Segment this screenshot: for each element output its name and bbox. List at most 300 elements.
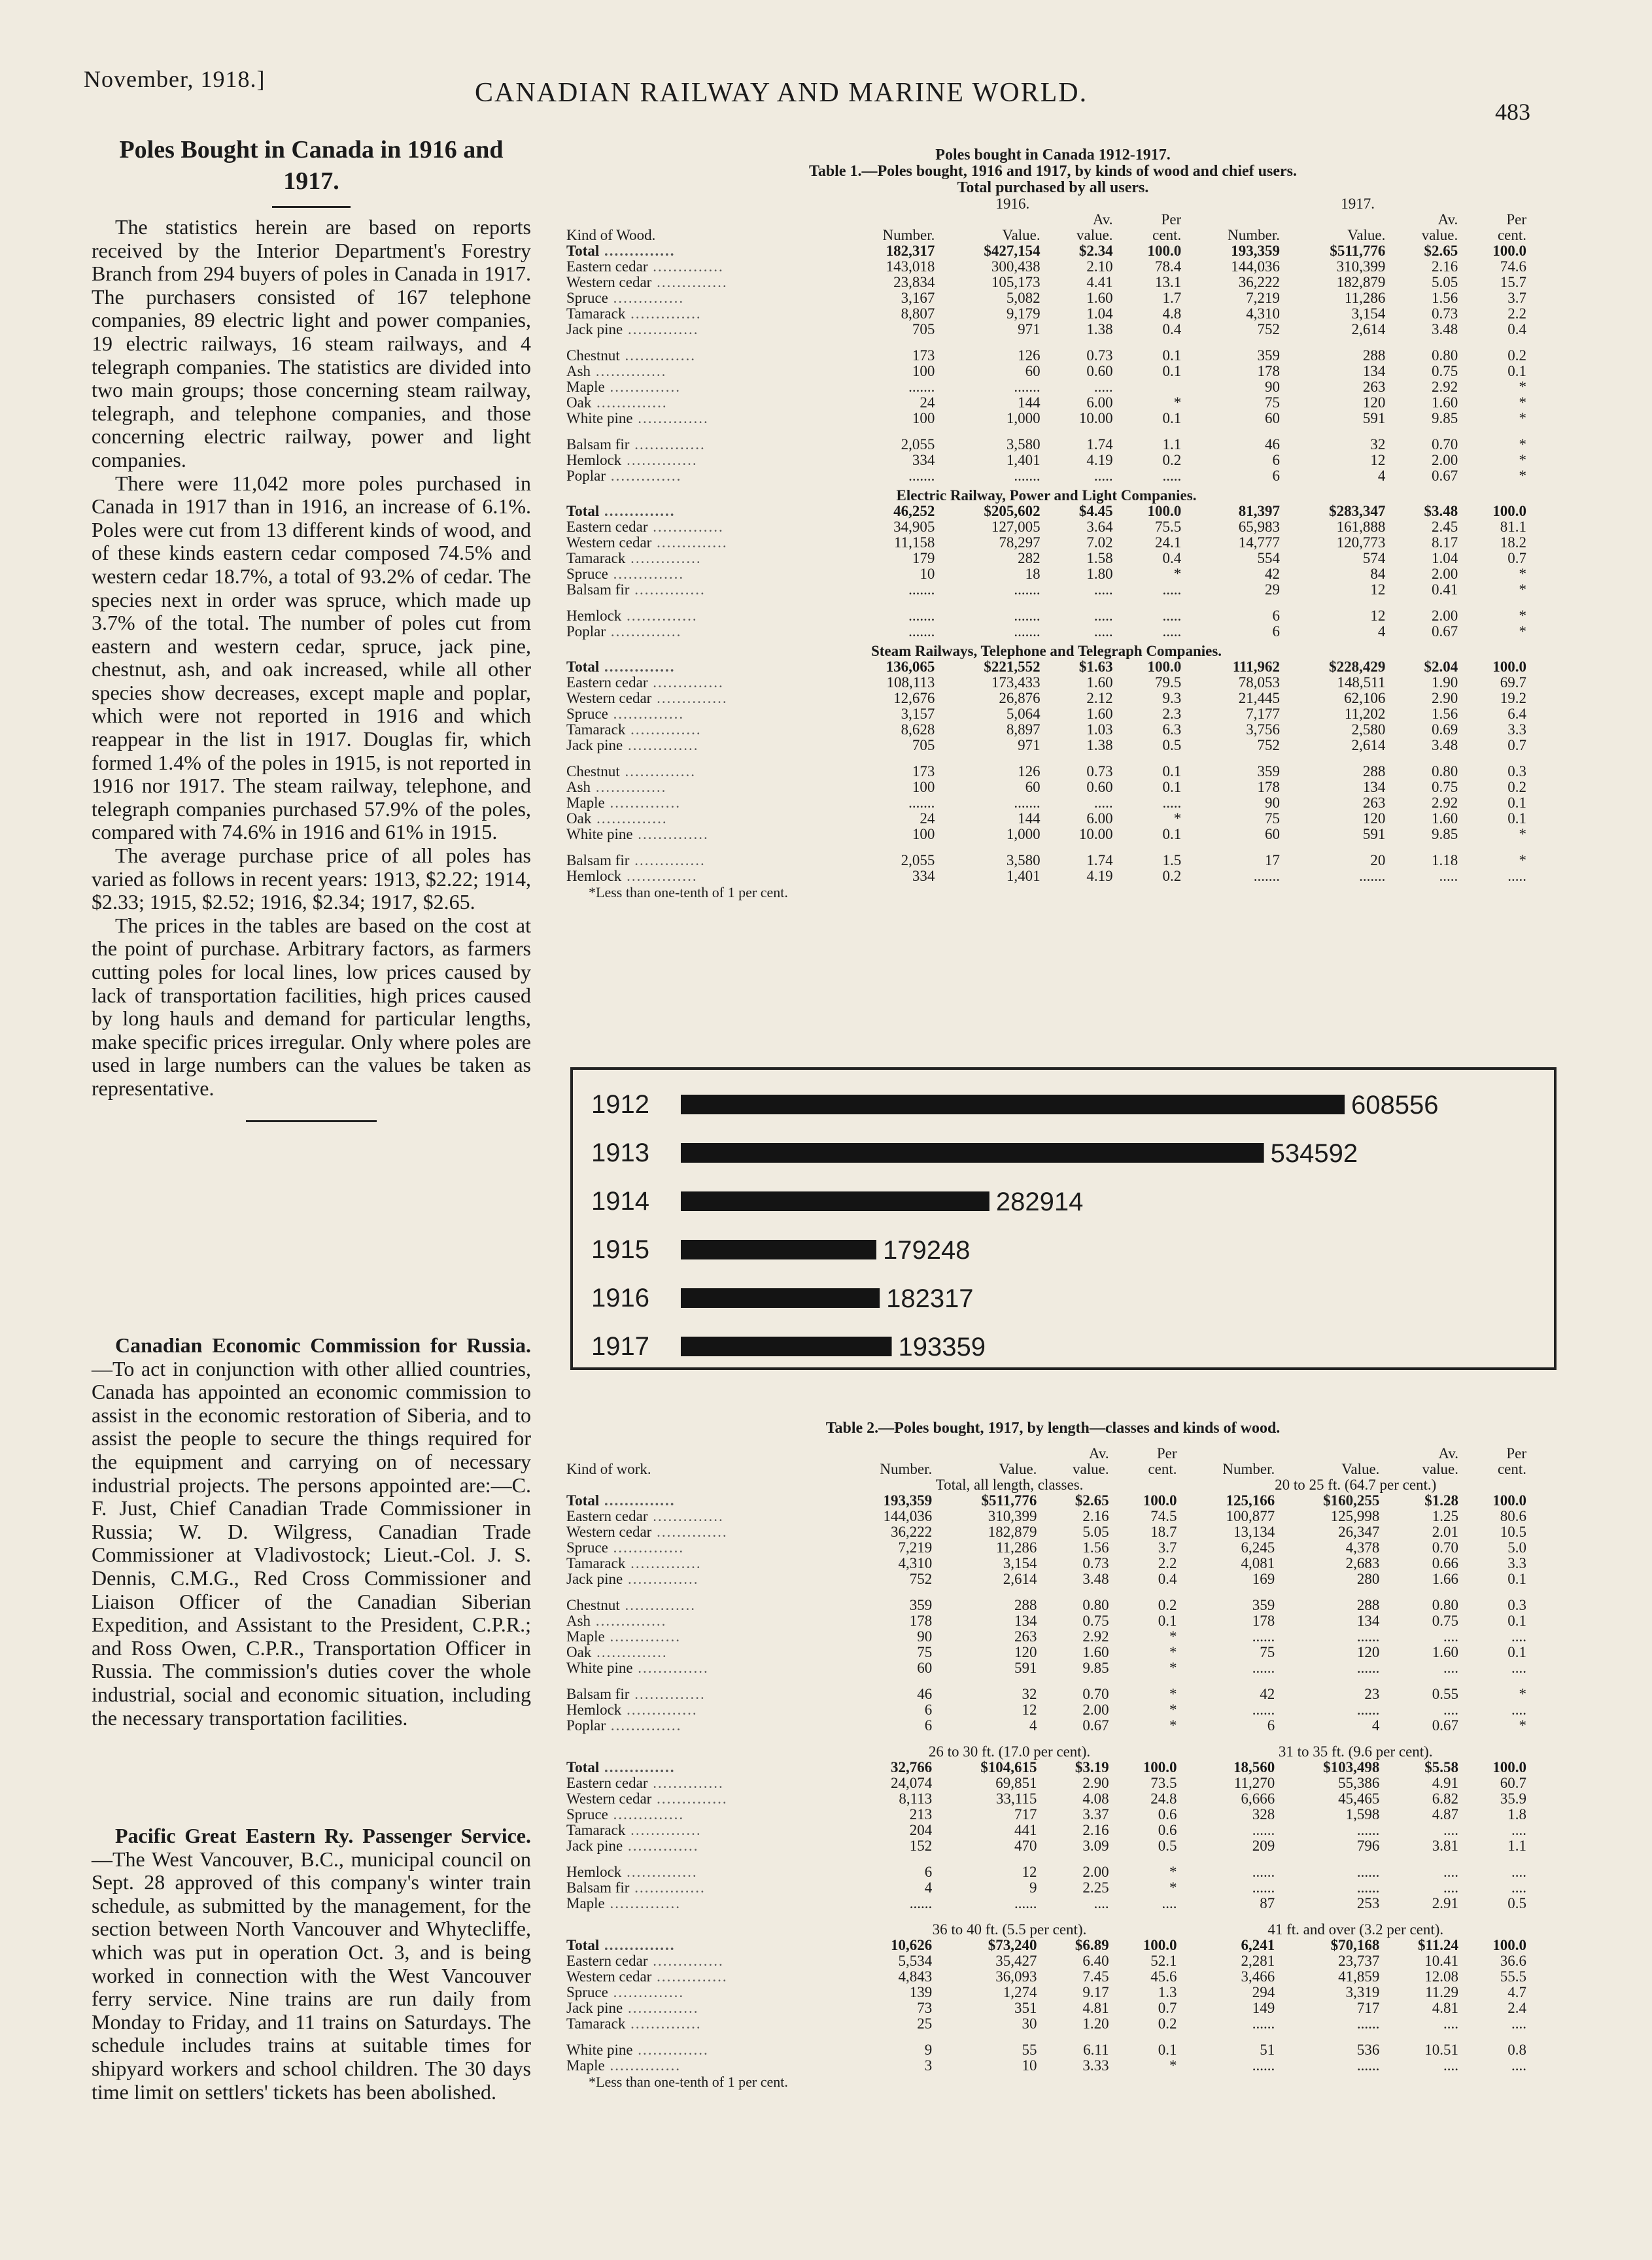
table-cell: 0.3 [1507, 763, 1526, 779]
table-cell: 2,614 [1351, 737, 1386, 753]
table-cell: 134 [1362, 363, 1386, 379]
table-cell: $70,168 [1330, 1937, 1380, 1953]
page-number: 483 [1495, 99, 1530, 125]
col-number: Number. [1222, 1461, 1275, 1477]
table-cell: 1.60 [1086, 290, 1113, 306]
table-cell: 10.5 [1500, 1524, 1526, 1540]
table-cell: * [1519, 1717, 1526, 1734]
table-cell: 65,983 [1238, 519, 1281, 535]
table-cell: 2.01 [1432, 1524, 1459, 1540]
table2-title: Table 2.—Poles bought, 1917, by length—classes and kinds of wood. [825, 1420, 1281, 1437]
table-cell: .... [1511, 1702, 1526, 1718]
leader-dots: .............. [651, 1968, 728, 1985]
leader-dots: .............. [647, 1953, 724, 1969]
table-cell: 2.00 [1432, 608, 1458, 624]
table-row [562, 1953, 1530, 1969]
spacer-row [562, 1854, 1530, 1864]
table-cell: 6.3 [1162, 721, 1182, 738]
table-cell: 24,074 [891, 1775, 933, 1791]
table-cell: ..... [1162, 608, 1182, 624]
table-cell: 100.0 [1492, 1937, 1526, 1953]
table-cell: 0.2 [1162, 868, 1182, 884]
leader-dots: .............. [621, 868, 698, 884]
table-cell: 2.3 [1162, 706, 1182, 722]
table1-subtitle: Table 1.—Poles bought, 1916 and 1917, by kinds of wood and chief users. [809, 163, 1297, 180]
table-row [562, 1571, 1530, 1587]
table-cell: 0.67 [1432, 623, 1458, 640]
row-label: Chestnut [566, 763, 620, 779]
col-per: Per [1506, 1445, 1526, 1462]
table-cell: 3.3 [1507, 721, 1526, 738]
table-cell: 796 [1356, 1838, 1380, 1854]
row-label: Hemlock [566, 452, 622, 468]
table-cell: 294 [1252, 1984, 1275, 2000]
leader-dots: .............. [651, 274, 728, 290]
leader-dots: .............. [619, 347, 697, 364]
table-cell: 288 [1362, 763, 1386, 779]
table-cell: 73.5 [1150, 1775, 1177, 1791]
table-row [562, 364, 1530, 379]
table-cell: .... [1443, 1628, 1459, 1645]
table-cell: 0.7 [1507, 737, 1526, 753]
row-label: Oak [566, 1644, 592, 1660]
spacer-row [562, 842, 1530, 853]
row-label: Eastern cedar [566, 1508, 648, 1524]
col-number: Number. [880, 1461, 933, 1477]
table-row [562, 1896, 1530, 1911]
table-cell: 1.1 [1162, 436, 1182, 453]
table-cell: 100.0 [1143, 1759, 1177, 1775]
table-cell: 310,399 [1336, 258, 1386, 275]
table-row [562, 1613, 1530, 1629]
table-cell: 1.7 [1162, 290, 1182, 306]
table-cell: 0.6 [1158, 1806, 1177, 1823]
table-cell: 3.37 [1082, 1806, 1109, 1823]
table-cell: * [1519, 468, 1526, 484]
length-class-row [562, 1744, 1530, 1760]
table-cell: 310,399 [988, 1508, 1037, 1524]
table-cell: ...... [1252, 1822, 1275, 1838]
table-cell: 4 [1029, 1717, 1037, 1734]
table-row [562, 2000, 1530, 2016]
row-label: Balsam fir [566, 852, 630, 868]
table-cell: ..... [1093, 581, 1113, 598]
table-cell: 6 [1267, 1717, 1275, 1734]
table-row [562, 2016, 1530, 2032]
table-cell: 0.73 [1082, 1555, 1109, 1571]
col-avvalue: value. [1422, 1461, 1459, 1477]
table-cell: 4.7 [1507, 1984, 1526, 2000]
chart-canvas [573, 1070, 1554, 1367]
table-cell: 4.19 [1086, 452, 1113, 468]
table-cell: 73 [917, 2000, 933, 2016]
leader-dots: .............. [629, 436, 706, 453]
table-cell: 2.91 [1432, 1895, 1459, 1911]
table-cell: 554 [1257, 550, 1281, 566]
table-cell: 0.70 [1432, 436, 1458, 453]
table-cell: 25 [917, 2015, 933, 2032]
article-paragraph: The prices in the tables are based on the cost at the point of purchase. Arbitrary factors, as farmers cutting poles for local lines, low prices caused by lack of transportation facilities, high prices caused by long hauls and demand for particular lengths, make specific prices irregular. Only where poles are used in large numbers can the values be taken as representative. [92, 913, 531, 1100]
table-cell: 178 [1257, 779, 1281, 795]
table-cell: 4,843 [898, 1968, 933, 1985]
table-cell: 81.1 [1500, 519, 1526, 535]
table-cell: 126 [1018, 763, 1041, 779]
table-cell: 328 [1252, 1806, 1275, 1823]
table-cell: 4.19 [1086, 868, 1113, 884]
table-cell: 3,580 [1006, 852, 1041, 868]
table-cell: 6.4 [1507, 706, 1526, 722]
table-row [562, 795, 1530, 811]
table-cell: 288 [1356, 1597, 1380, 1613]
table-cell: ...... [1356, 1822, 1380, 1838]
row-label: Total [566, 659, 600, 675]
row-label: White pine [566, 2042, 633, 2058]
table-cell: 20 [1370, 852, 1386, 868]
row-label: Total [566, 1937, 600, 1953]
col-value: Value. [999, 1461, 1037, 1477]
table-cell: 752 [1257, 737, 1281, 753]
table-cell: 60 [917, 1660, 933, 1676]
table-cell: $1.63 [1078, 659, 1113, 675]
leader-dots: .............. [604, 795, 681, 811]
table-section-heading [562, 640, 1530, 659]
table-cell: 1.38 [1086, 737, 1113, 753]
table-cell: 100.0 [1492, 243, 1526, 259]
table-cell: 4.08 [1082, 1790, 1109, 1807]
table-cell: * [1519, 623, 1526, 640]
leader-dots: .............. [599, 1492, 676, 1509]
table-cell: .... [1443, 1864, 1459, 1880]
table-cell: 5,064 [1006, 706, 1041, 722]
col-percent: cent. [1148, 1461, 1177, 1477]
table-cell: 2.45 [1432, 519, 1458, 535]
table-row [562, 411, 1530, 426]
table-cell: 60.7 [1500, 1775, 1526, 1791]
table-cell: 24 [920, 810, 935, 827]
table2-footnote: *Less than one-tenth of 1 per cent. [589, 2074, 788, 2090]
table-cell: 1.60 [1086, 674, 1113, 691]
length-class-left: 36 to 40 ft. (5.5 per cent). [932, 1921, 1087, 1938]
table-cell: 1.90 [1432, 674, 1458, 691]
table-cell: 69,851 [995, 1775, 1037, 1791]
table-cell: ..... [1093, 623, 1113, 640]
table-cell: 971 [1018, 321, 1041, 337]
table-row [562, 2058, 1530, 2074]
table-cell: 441 [1014, 1822, 1037, 1838]
table-cell: 8,113 [899, 1790, 933, 1807]
table-cell: 178 [909, 1613, 933, 1629]
table-row [562, 395, 1530, 411]
table-cell: * [1169, 1879, 1177, 1896]
table-cell: 120 [1014, 1644, 1037, 1660]
table-cell: 34,905 [893, 519, 935, 535]
table-cell: 13,134 [1233, 1524, 1275, 1540]
table-row [562, 1598, 1530, 1613]
table-cell: 334 [912, 452, 935, 468]
table-cell: 1.74 [1086, 852, 1113, 868]
row-label: Eastern cedar [566, 674, 648, 691]
table-cell: 36.6 [1500, 1953, 1526, 1969]
table-cell: 24.8 [1150, 1790, 1177, 1807]
table-cell: ..... [1162, 468, 1182, 484]
spacer-row [562, 1676, 1530, 1686]
table-cell: 11,158 [893, 534, 935, 551]
table-cell: 26,347 [1338, 1524, 1380, 1540]
table-cell: ....... [1253, 868, 1281, 884]
table-cell: 0.70 [1082, 1686, 1109, 1702]
table-cell: 12 [1370, 581, 1386, 598]
leader-dots: .............. [606, 468, 682, 484]
table-cell: 78,053 [1238, 674, 1281, 691]
leader-dots: .............. [591, 1644, 668, 1660]
col-kind: Kind of work. [566, 1461, 651, 1477]
row-label: Western cedar [566, 1968, 652, 1985]
row-label: Total [566, 1759, 600, 1775]
table-cell: 11,286 [996, 1539, 1037, 1556]
table-cell: 3,756 [1246, 721, 1281, 738]
table-row [562, 868, 1530, 884]
table-cell: 6 [1272, 608, 1281, 624]
category-label: 1914 [591, 1187, 649, 1216]
table-cell: 13.1 [1154, 274, 1182, 290]
row-label: Maple [566, 795, 605, 811]
table-cell: 18 [1025, 566, 1041, 582]
table-row [562, 243, 1530, 259]
table-cell: 100.0 [1492, 503, 1526, 519]
table-cell: $160,255 [1323, 1492, 1380, 1509]
col-percent: cent. [1152, 227, 1182, 243]
table-cell: 1.5 [1162, 852, 1182, 868]
table-cell: 253 [1356, 1895, 1380, 1911]
table-cell: 173 [912, 347, 935, 364]
col-av: Av. [1437, 211, 1458, 228]
table-row [562, 1807, 1530, 1823]
table-cell: 10.51 [1424, 2042, 1459, 2058]
table-cell [1117, 379, 1186, 395]
table-cell: 10.00 [1078, 826, 1113, 842]
table-cell: 3,466 [1241, 1968, 1275, 1985]
leader-dots: .............. [608, 1984, 685, 2000]
table-cell: 23 [1364, 1686, 1380, 1702]
leader-dots: .............. [608, 566, 685, 582]
table-cell: 591 [1362, 410, 1386, 426]
row-label: Hemlock [566, 1864, 622, 1880]
table-cell: * [1173, 810, 1182, 827]
table-cell: ...... [1252, 1864, 1275, 1880]
spacer-row [562, 2032, 1530, 2042]
table1-subtitle2: Total purchased by all users. [957, 179, 1149, 196]
row-label: Western cedar [566, 690, 652, 706]
table-cell: 591 [1362, 826, 1386, 842]
table-row [562, 827, 1530, 842]
table-cell: 3,157 [901, 706, 935, 722]
row-label: Jack pine [566, 1571, 623, 1587]
table-cell: 8,807 [901, 305, 935, 322]
table-cell: .... [1443, 2015, 1459, 2032]
leader-dots: .............. [632, 826, 709, 842]
table-cell: 60 [1025, 363, 1041, 379]
table-cell: 100 [912, 410, 935, 426]
table-cell: 0.1 [1162, 347, 1182, 364]
table-cell: ....... [1014, 468, 1041, 484]
table-cell: ...... [1252, 1660, 1275, 1676]
row-label: Maple [566, 1895, 605, 1911]
table-cell: 6,245 [1241, 1539, 1275, 1556]
row-label: Jack pine [566, 2000, 623, 2016]
table-row [562, 582, 1530, 598]
table-row [562, 624, 1530, 640]
leader-dots: .............. [621, 1864, 698, 1880]
table-cell: 0.3 [1507, 1597, 1526, 1613]
row-label: Hemlock [566, 868, 622, 884]
table-cell: 6.11 [1083, 2042, 1109, 2058]
table-cell: ..... [1507, 868, 1526, 884]
table-cell: 100.0 [1492, 1492, 1526, 1509]
table-cell: 288 [1362, 347, 1386, 364]
row-label: Tamarack [566, 1555, 626, 1571]
table-cell: 10.00 [1078, 410, 1113, 426]
leader-dots: .............. [621, 452, 698, 468]
table-cell: 35,427 [995, 1953, 1037, 1969]
table-cell: $511,776 [981, 1492, 1037, 1509]
row-label: Balsam fir [566, 1879, 630, 1896]
table-row [562, 535, 1530, 551]
table-cell: * [1169, 1628, 1177, 1645]
row-label: Total [566, 503, 600, 519]
table-cell: 752 [1257, 321, 1281, 337]
table-cell: 30 [1022, 2015, 1037, 2032]
spacer-row [562, 1911, 1530, 1922]
table-cell: 0.5 [1507, 1895, 1526, 1911]
row-label: Chestnut [566, 347, 620, 364]
table-cell: 161,888 [1336, 519, 1386, 535]
table-cell: 0.66 [1432, 1555, 1459, 1571]
table-cell: 6,666 [1241, 1790, 1275, 1807]
table-cell: 0.1 [1162, 410, 1182, 426]
table-row [562, 322, 1530, 337]
table-cell: 100.0 [1143, 1492, 1177, 1509]
leader-dots: .............. [625, 550, 702, 566]
table-row [562, 437, 1530, 453]
table-cell: 2,055 [901, 852, 935, 868]
table-cell: ....... [1014, 608, 1041, 624]
row-label: Poplar [566, 468, 606, 484]
table-cell: 35.9 [1500, 1790, 1526, 1807]
table-row [562, 1864, 1530, 1880]
row-label: Western cedar [566, 1790, 652, 1807]
article-paragraph: The statistics herein are based on reports received by the Interior Department's Forestry Branch from 294 buyers of poles in Canada in 1917. The purchasers consisted of 167 telephone companies, 89 electric light and power companies, 19 electric railways, 16 steam railways, and 4 telegraph companies. The statistics are divided into two main groups; those concerning steam railway, telegraph, and telephone companies, and those concerning electric railway, power and light companies. [92, 215, 531, 471]
row-label: Balsam fir [566, 581, 630, 598]
table-cell: 1.60 [1432, 1644, 1459, 1660]
table-cell: 2.12 [1086, 690, 1113, 706]
spacer-row [562, 753, 1530, 764]
article-paragraph: The average purchase price of all poles has varied as follows in recent years: 1913, $2.22; 1914, $2.33; 1915, $2.52; 1916, $2.34; 1917, $2.65. [92, 844, 531, 914]
table-cell: $3.48 [1424, 503, 1458, 519]
value-label: 608556 [1351, 1091, 1439, 1120]
table-cell: 4,081 [1241, 1555, 1275, 1571]
table-cell: $205,602 [984, 503, 1041, 519]
table-row [562, 1509, 1530, 1524]
value-label: 282914 [995, 1188, 1084, 1216]
table-cell: 36,222 [891, 1524, 933, 1540]
table-cell: 32 [1022, 1686, 1037, 1702]
table-cell: $283,347 [1329, 503, 1386, 519]
table-cell: 0.73 [1086, 347, 1113, 364]
table-cell: .... [1443, 2057, 1459, 2074]
leader-dots: .............. [604, 1895, 681, 1911]
row-label: Eastern cedar [566, 258, 648, 275]
table-cell: $103,498 [1323, 1759, 1380, 1775]
running-header-title: CANADIAN RAILWAY AND MARINE WORLD. [475, 78, 1088, 108]
table-cell: 3 [924, 2057, 933, 2074]
table-cell: 12 [1370, 608, 1386, 624]
table-cell: 3,154 [1351, 305, 1386, 322]
table-cell: 9.85 [1432, 826, 1458, 842]
table-cell: 3.48 [1082, 1571, 1109, 1587]
table-cell: 1.3 [1158, 1984, 1177, 2000]
table-cell: 1.60 [1082, 1644, 1109, 1660]
row-label: Spruce [566, 1539, 608, 1556]
col-av: Av. [1088, 1445, 1109, 1462]
leader-dots: .............. [632, 410, 709, 426]
table-cell: 144 [1018, 394, 1041, 411]
article-heading: Pacific Great Eastern Ry. Passenger Service. [115, 1824, 531, 1847]
leader-dots: .............. [625, 2015, 702, 2032]
table-cell: 78,297 [999, 534, 1041, 551]
table-cell: 108,113 [886, 674, 935, 691]
table-cell: 2.92 [1082, 1628, 1109, 1645]
table-cell: 134 [1014, 1613, 1037, 1629]
table-cell: 42 [1260, 1686, 1275, 1702]
table-cell: .... [1093, 1895, 1109, 1911]
table-cell: 75.5 [1154, 519, 1182, 535]
table-cell: 0.2 [1158, 1597, 1177, 1613]
year-1916: 1916. [995, 196, 1030, 212]
table-cell: 3.33 [1082, 2057, 1109, 2074]
table-cell: $2.34 [1078, 243, 1113, 259]
table-cell: 100.0 [1492, 659, 1526, 675]
table-cell: 300,438 [991, 258, 1041, 275]
table-cell: 10 [920, 566, 935, 582]
table-cell: 12.08 [1424, 1968, 1459, 1985]
table-cell: 120 [1362, 394, 1386, 411]
table-cell: 12 [1022, 1864, 1037, 1880]
table-cell: 52.1 [1150, 1953, 1177, 1969]
length-class-right: 41 ft. and over (3.2 per cent). [1267, 1921, 1444, 1938]
table-cell: 2.25 [1082, 1879, 1109, 1896]
table-cell: 178 [1257, 363, 1281, 379]
table-row [562, 659, 1530, 675]
table-cell: 4.87 [1432, 1806, 1459, 1823]
table-cell: 100.0 [1143, 1937, 1177, 1953]
table-cell: 75 [1265, 394, 1281, 411]
table-cell: 1.66 [1432, 1571, 1459, 1587]
table-cell: ...... [1356, 1702, 1380, 1718]
row-label: Balsam fir [566, 1686, 630, 1702]
leader-dots: .............. [625, 305, 702, 322]
table-cell: 3,167 [901, 290, 935, 306]
leader-dots: .............. [629, 852, 706, 868]
table-row [562, 1760, 1530, 1775]
poles-bar-chart [570, 1067, 1557, 1370]
table-cell: 5,534 [898, 1953, 933, 1969]
table-cell: 5.05 [1082, 1524, 1109, 1540]
table-cell: 6 [924, 1702, 933, 1718]
table-cell: ..... [1439, 868, 1458, 884]
table-cell: 280 [1356, 1571, 1380, 1587]
table-cell: 36,093 [995, 1968, 1037, 1985]
table-cell: 18.7 [1150, 1524, 1177, 1540]
